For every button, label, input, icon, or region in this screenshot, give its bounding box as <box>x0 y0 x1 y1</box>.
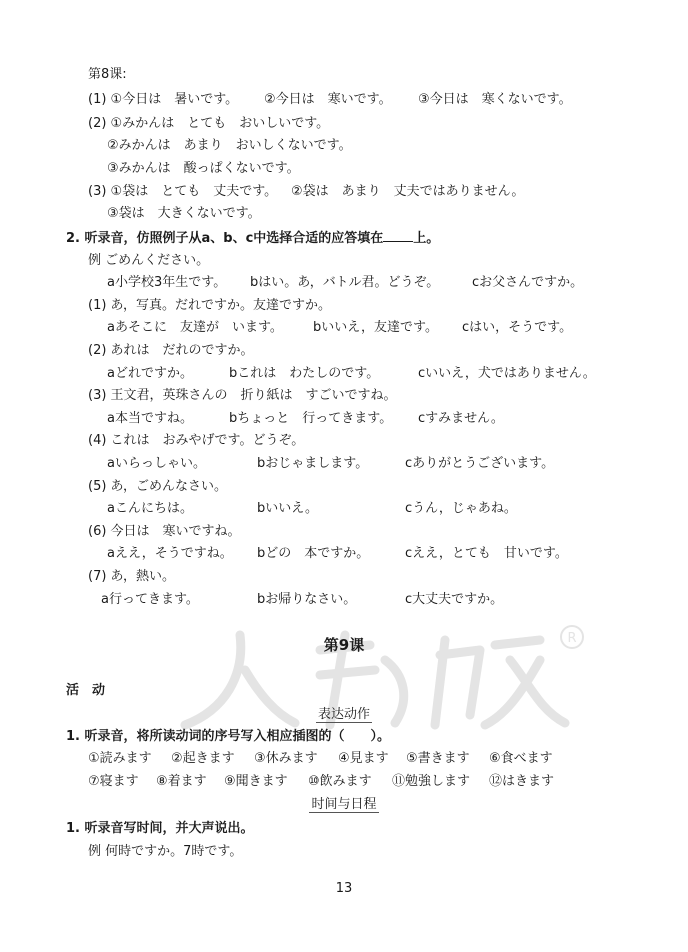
item4-option-b: bおじゃまします。 <box>257 456 369 471</box>
lesson8-q3-c: ③袋は 大きくないです。 <box>107 206 261 221</box>
item1-option-c: cはい，そうです。 <box>462 320 573 335</box>
section-title-actions: 表达动作 <box>317 707 370 722</box>
activity-heading: 活 动 <box>66 683 106 698</box>
item6-prompt: (6) 今日は 寒いですね。 <box>88 524 241 539</box>
item3-option-a: a本当ですね。 <box>107 411 193 426</box>
example-option-b: bはい。あ，バトル君。どうぞ。 <box>250 275 440 290</box>
item3-prompt: (3) 王文君，英珠さんの 折り紙は すごいですね。 <box>88 388 397 403</box>
item7-option-c: c大丈夫ですか。 <box>405 592 504 607</box>
lesson8-q1-a: (1) ①今日は 暑いです。 <box>88 92 239 107</box>
verb-item: ⑩飲みます <box>308 774 372 789</box>
item5-option-a: aこんにちは。 <box>107 501 193 516</box>
exercise2-heading-text: 2. 听录音，仿照例子从a、b、c中选择合适的应答填在 <box>66 231 384 246</box>
item7-prompt: (7) あ，熱い。 <box>88 569 176 584</box>
lesson8-q3-b: ②袋は あまり 丈夫ではありません。 <box>291 184 525 199</box>
lesson8-q3-a: (3) ①袋は とても 丈夫です。 <box>88 184 278 199</box>
lesson8-q2-a: (2) ①みかんは とても おいしいです。 <box>88 116 330 131</box>
verb-item: ⑫はきます <box>489 774 555 789</box>
verb-item: ⑤書きます <box>406 751 470 766</box>
verb-item: ③休みます <box>254 751 318 766</box>
item1-option-b: bいいえ，友達です。 <box>313 320 438 335</box>
item5-option-c: cうん，じゃあね。 <box>405 501 517 516</box>
item2-prompt: (2) あれは だれのですか。 <box>88 343 254 358</box>
item4-option-a: aいらっしゃい。 <box>107 456 206 471</box>
item1-option-a: aあそこに 友達が います。 <box>107 320 283 335</box>
verb-item: ①読みます <box>88 751 152 766</box>
verb-item: ⑪勉強します <box>392 774 471 789</box>
verb-item: ⑥食べます <box>489 751 553 766</box>
lesson9-q2-example: 例 何時ですか。7時です。 <box>88 844 243 859</box>
item5-prompt: (5) あ，ごめんなさい。 <box>88 479 228 494</box>
verb-item: ②起きます <box>171 751 235 766</box>
example-option-c: cお父さんですか。 <box>472 275 584 290</box>
item7-option-b: bお帰りなさい。 <box>257 592 357 607</box>
lesson9-q1-heading: 1. 听录音，将所读动词的序号写入相应插图的（ ）。 <box>66 729 391 744</box>
watermark-text: 人教版 <box>378 685 382 686</box>
page-number: 13 <box>335 881 353 896</box>
example-option-a: a小学校3年生です。 <box>107 275 227 290</box>
answer-blank <box>383 229 413 242</box>
lesson9-title: 第9课 <box>323 636 365 654</box>
verb-item: ⑦寝ます <box>88 774 139 789</box>
lesson8-q1-b: ②今日は 寒いです。 <box>264 92 392 107</box>
item6-option-b: bどの 本ですか。 <box>257 546 370 561</box>
exercise2-heading-tail: 上。 <box>413 231 440 246</box>
item3-option-b: bちょっと 行ってきます。 <box>229 411 393 426</box>
item4-prompt: (4) これは おみやげです。どうぞ。 <box>88 433 305 448</box>
item2-option-a: aどれですか。 <box>107 366 193 381</box>
lesson8-q1-c: ③今日は 寒くないです。 <box>418 92 572 107</box>
lesson8-q2-c: ③みかんは 酸っぱくないです。 <box>107 161 300 176</box>
verb-item: ⑧着ます <box>156 774 207 789</box>
item1-prompt: (1) あ，写真。だれですか。友達ですか。 <box>88 298 332 313</box>
item2-option-b: bこれは わたしのです。 <box>229 366 380 381</box>
example-prompt: 例 ごめんください。 <box>88 253 210 268</box>
exercise2-heading <box>66 229 439 248</box>
item2-option-c: cいいえ，犬ではありません。 <box>418 366 596 381</box>
lesson8-title: 第8课: <box>88 67 127 82</box>
svg-text:R: R <box>567 631 577 646</box>
lesson8-q2-b: ②みかんは あまり おいしくないです。 <box>107 138 352 153</box>
section-title-time: 时间与日程 <box>311 797 377 812</box>
item6-option-a: aええ，そうですね。 <box>107 546 233 561</box>
item6-option-c: cええ，とても 甘いです。 <box>405 546 568 561</box>
item7-option-a: a行ってきます。 <box>101 592 199 607</box>
item3-option-c: cすみません。 <box>418 411 504 426</box>
verb-item: ④見ます <box>338 751 389 766</box>
item5-option-b: bいいえ。 <box>257 501 319 516</box>
item4-option-c: cありがとうございます。 <box>405 456 555 471</box>
verb-item: ⑨聞きます <box>224 774 288 789</box>
lesson9-q2-heading: 1. 听录音写时间，并大声说出。 <box>66 821 254 836</box>
